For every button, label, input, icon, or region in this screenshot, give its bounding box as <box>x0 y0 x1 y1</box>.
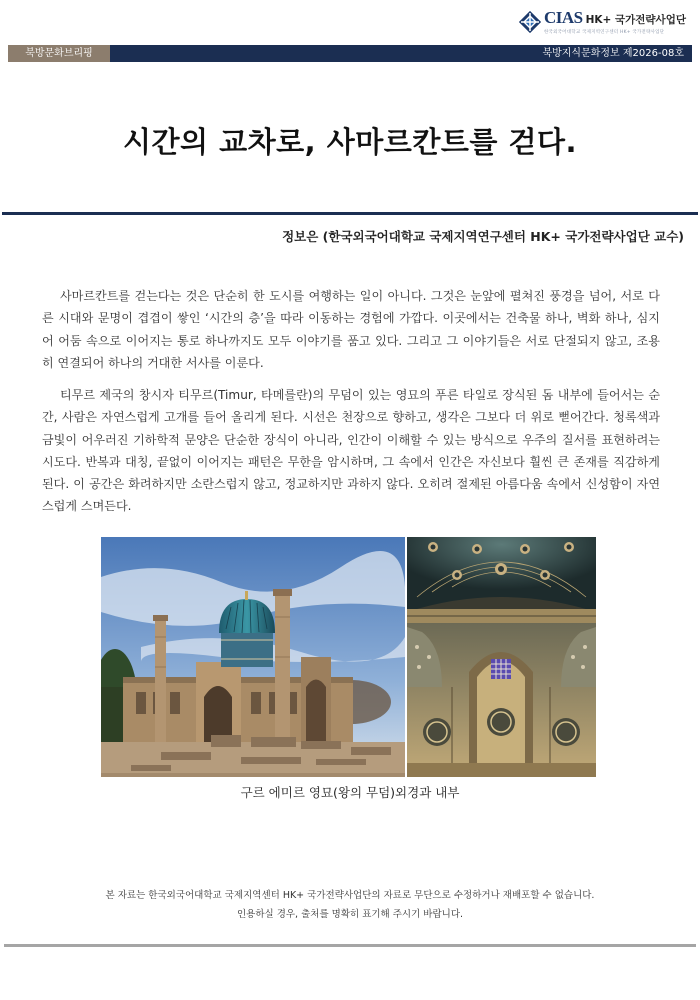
cias-logo-icon <box>519 11 541 33</box>
issue-label: 북방지식문화정보 제2026-08호 <box>542 48 684 59</box>
mausoleum-interior-photo <box>407 537 596 777</box>
photo-caption: 구르 에미르 영묘(왕의 무덤)외경과 내부 <box>240 785 460 800</box>
mausoleum-exterior-photo <box>101 537 405 777</box>
logo-project-text: HK+ 국가전략사업단 <box>585 14 686 26</box>
header-bar <box>8 45 692 62</box>
photo-pair <box>101 537 596 777</box>
copyright-line-2: 인용하실 경우, 출처를 명확히 표기해 주시기 바랍니다. <box>236 909 464 920</box>
page-title: 시간의 교차로, 사마르칸트를 걷다. <box>122 125 578 159</box>
copyright-notice <box>0 886 700 924</box>
category-label: 북방문화브리핑 <box>8 45 110 62</box>
footer-divider <box>4 944 696 947</box>
title-divider <box>2 212 698 215</box>
logo-cias-text: CIAS <box>543 8 583 27</box>
body-paragraph-1: 사마르칸트를 걷는다는 것은 단순히 한 도시를 여행하는 일이 아니다. 그것은 눈앞에 펼쳐진 풍경을 넘어, 서로 다른 시대와 문명이 겹겹이 쌓인 ‘시간의 층’을 따라 이동하는 경험에 가깝다. 이곳에서는 건축물 하나, 벽화 하나, 심지어 어둠 속으로 이어지는 통로 하나까지도 모두 이야기를 품고 있다. 그리고 그 이야기들은 서로 단절되지 않고, 조용히 연결되어 하나의 거대한 서사를 이룬다. <box>42 289 660 370</box>
header-logo <box>519 8 686 35</box>
logo-subtext: 한국외국어대학교 국제지역연구센터 HK+ 국가전략사업단 <box>543 30 665 35</box>
copyright-line-1: 본 자료는 한국외국어대학교 국제지역센터 HK+ 국가전략사업단의 자료로 무단으로 수정하거나 재배포할 수 없습니다. <box>105 890 595 901</box>
author-line: 정보은 (한국외국어대학교 국제지역연구센터 HK+ 국가전략사업단 교수) <box>282 229 684 244</box>
body-paragraph-2: 티무르 제국의 창시자 티무르(Timur, 타메를란)의 무덤이 있는 영묘의 푸른 타일로 장식된 돔 내부에 들어서는 순간, 사람은 자연스럽게 고개를 들어 올리게 된다. 시선은 천장으로 향하고, 생각은 그보다 더 위로 뻗어간다. 청록색과 금빛이 어우러진 기하학적 문양은 단순한 장식이 아니라, 인간이 이해할 수 있는 방식으로 우주의 질서를 표현하려는 시도다. 반복과 대칭, 끝없이 이어지는 패턴은 무한을 암시하며, 그 속에서 인간은 자신보다 훨씬 큰 존재를 직감하게 된다. 이 공간은 화려하지만 소란스럽지 않고, 정교하지만 과하지 않다. 오히려 절제된 아름다움 속에서 신성함이 자연스럽게 스며든다. <box>42 388 660 514</box>
